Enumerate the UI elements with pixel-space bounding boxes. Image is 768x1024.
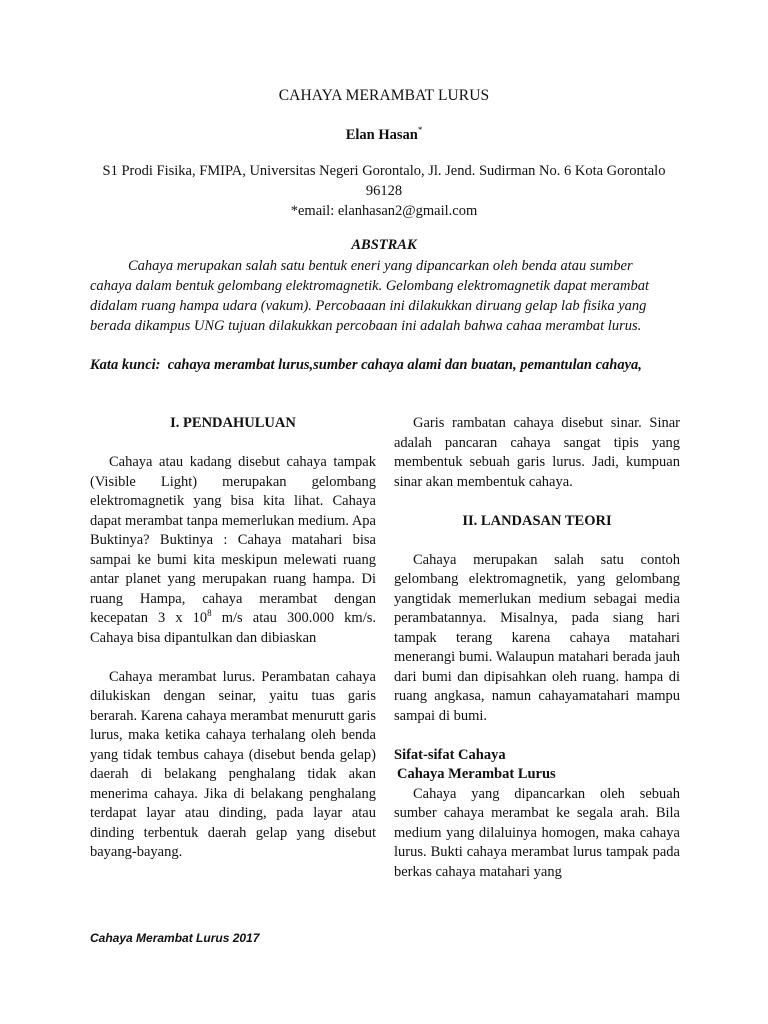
pendahuluan-paragraph-2: Cahaya merambat lurus. Perambatan cahaya dilukiskan dengan seinar, yaitu tuas garis berarah. Karena cahaya merambat menurutt garis lurus, maka ketika cahaya terhalang oleh benda yang tidak tembus cahaya (disebut benda gelap) daerah di belakang penghalang tidak akan menerima cahaya. Jika di belakang penghalang terdapat layar atau dinding, pada layar atau dinding terbentuk daerah gelap yang disebut bayang-bayang. [90, 668, 376, 860]
affiliation-block [90, 161, 678, 221]
section-heading-landasan-teori: II. LANDASAN TEORI [462, 512, 612, 529]
right-column [394, 414, 680, 882]
subheading-merambat-lurus: Cahaya Merambat Lurus [397, 766, 556, 782]
landasan-paragraph: Cahaya merupakan salah satu contoh gelombang elektromagnetik, yang gelombang yangtidak memerlukan medium sebagai media perambatannya. Misalnya, pada siang hari tampak terang karena cahaya matahari menerangi bumi. Walaupun matahari berada jauh dari bumi dan dipisahkan oleh ruang. hampa di ruang angkasa, namun cahayamatahari mampu sampai di bumi. [394, 551, 680, 724]
p1-text-before: Cahaya atau kadang disebut cahaya tampak (Visible Light) merupakan gelombang elektromagnetik yang bisa kita lihat. Cahaya dapat merambat tanpa memerlukan medium. Apa Buktinya? Buktinya : Cahaya matahari bisa sampai ke bumi kita meskipun melewati ruang antar planet yang merupakan ruang hampa. Di ruang Hampa, cahaya merambat dengan kecepatan 3 x 10 [90, 454, 376, 626]
page-footer: Cahaya Merambat Lurus 2017 [90, 931, 260, 945]
keywords-text: cahaya merambat lurus,sumber cahaya alami dan buatan, pemantulan cahaya, [167, 357, 642, 373]
rays-paragraph: Garis rambatan cahaya disebut sinar. Sinar adalah pancaran cahaya sangat tipis yang membentuk sebuah garis lurus. Jadi, kumpuan sinar akan membentuk cahaya. [394, 415, 680, 490]
merambat-lurus-paragraph: Cahaya yang dipancarkan oleh sebuah sumber cahaya merambat ke segala arah. Bila medium yang dilaluinya homogen, maka cahaya lurus. Bukti cahaya merambat lurus tampak pada berkas cahaya matahari yang [394, 785, 680, 880]
left-column [90, 414, 376, 863]
section-heading-pendahuluan: I. PENDAHULUAN [170, 415, 296, 431]
affiliation: S1 Prodi Fisika, FMIPA, Universitas Negeri Gorontalo, Jl. Jend. Sudirman No. 6 Kota Gorontalo 96128 [102, 163, 666, 199]
author-name: Elan Hasan [345, 126, 418, 143]
abstract-text: Cahaya merupakan salah satu bentuk eneri yang dipancarkan oleh benda atau sumber cahaya dalam bentuk gelombang elektromagnetik. Gelombang elektromagnetik dapat merambat didalam ruang hampa udara (vakum). Percobaaan ini dilakukkan diruang gelap lab fisika yang berada dikampus UNG tujuan dilakukkan percobaan ini adalah bahwa cahaa merambat lurus. [90, 258, 650, 334]
author-line [0, 125, 768, 144]
author-marker: * [417, 125, 423, 135]
paper-title: CAHAYA MERAMBAT LURUS [278, 87, 490, 104]
pendahuluan-paragraph-1 [90, 453, 376, 648]
subheading-sifat-cahaya: Sifat-sifat Cahaya [394, 746, 506, 763]
p1-text-after: m/s atau 300.000 km/s. Cahaya bisa dipantulkan dan dibiaskan [90, 610, 376, 646]
p1-exponent: 8 [207, 608, 212, 619]
abstract-heading: ABSTRAK [351, 237, 417, 253]
keywords [90, 355, 676, 375]
keywords-label: Kata kunci: [90, 357, 161, 373]
email: *email: elanhasan2@gmail.com [290, 203, 478, 219]
